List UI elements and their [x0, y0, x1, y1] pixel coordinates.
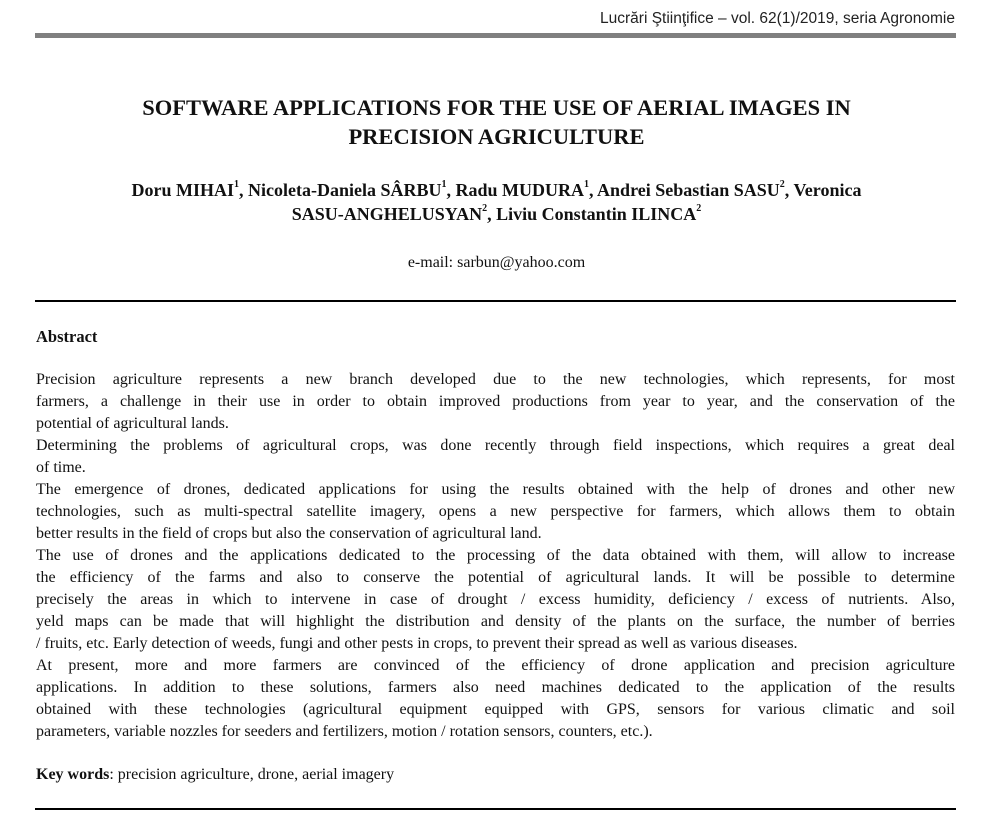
abstract-top-rule — [35, 300, 956, 302]
abstract-line: The use of drones and the applications dedicated to the processing of the data obtained with them, will allow to increase — [36, 547, 955, 564]
author-affiliation: 2 — [696, 203, 702, 214]
abstract-line: / fruits, etc. Early detection of weeds, fungi and other pests in crops, to prevent their spread as well as various diseases. — [36, 635, 798, 652]
abstract-heading: Abstract — [36, 327, 98, 346]
abstract-line: precisely the areas in which to intervene in case of drought / excess humidity, deficiency / excess of nutrients. Also, — [36, 591, 955, 608]
author-affiliation: 1 — [234, 179, 240, 190]
abstract-line: Precision agriculture represents a new branch developed due to the new technologies, which represents, for most — [36, 371, 955, 388]
contact-email: e-mail: sarbun@yahoo.com — [407, 254, 586, 271]
author-name: Doru MIHAI — [131, 180, 235, 200]
abstract-line: of time. — [36, 459, 86, 476]
abstract-line: At present, more and more farmers are convinced of the efficiency of drone application and precision agriculture — [36, 657, 955, 674]
author-name-part: Veronica — [793, 180, 862, 200]
authors-line-2: SASU-ANGHELUSYAN$^2$, Liviu Constantin ILINCA$^2$ — [291, 203, 702, 224]
authors-line-1: Doru MIHAI$^1$, Nicoleta-Daniela SÂRBU$^1$, Radu MUDURA$^1$, Andrei Sebastian SASU$^2$, Veronica — [131, 179, 862, 200]
keywords-value: precision agriculture, drone, aerial imagery — [117, 766, 395, 783]
abstract-line: parameters, variable nozzles for seeders and fertilizers, motion / rotation sensors, counters, etc.). — [36, 723, 653, 740]
abstract-line: yeld maps can be made that will highlight the distribution and density of the plants on the surface, the number of berries — [36, 613, 955, 630]
author-name-part: SASU-ANGHELUSYAN — [291, 204, 483, 224]
keywords — [36, 766, 394, 784]
author-name: Nicoleta-Daniela SÂRBU — [248, 180, 442, 200]
abstract-bottom-rule — [35, 808, 956, 810]
keywords-label: Key words — [36, 766, 110, 783]
author-affiliation: 2 — [779, 179, 785, 190]
abstract-line: Determining the problems of agricultural crops, was done recently through field inspections, which requires a great deal — [36, 437, 955, 454]
abstract-line: potential of agricultural lands. — [36, 415, 229, 432]
author-name: Radu MUDURA — [455, 180, 585, 200]
author-affiliation: 1 — [441, 179, 447, 190]
abstract-line: obtained with these technologies (agricultural equipment equipped with GPS, sensors for various climatic and soil — [36, 701, 955, 718]
author-affiliation: 1 — [584, 179, 590, 190]
header-rule — [35, 33, 956, 38]
author-name: Andrei Sebastian SASU — [597, 180, 780, 200]
abstract-line: The emergence of drones, dedicated applications for using the results obtained with the help of drones and other new — [36, 481, 955, 498]
running-head: Lucrări Ştiinţifice – vol. 62(1)/2019, seria Agronomie — [600, 10, 955, 27]
author-name: Liviu Constantin ILINCA — [496, 204, 697, 224]
abstract-line: applications. In addition to these solutions, farmers also need machines dedicated to the application of the results — [36, 679, 955, 696]
abstract-line: the efficiency of the farms and also to conserve the potential of agricultural lands. It will be possible to determine — [36, 569, 955, 586]
abstract-line: farmers, a challenge in their use in order to obtain improved productions from year to year, and the conservation of the — [36, 393, 955, 410]
paper-title-line-2: PRECISION AGRICULTURE — [348, 124, 645, 149]
keywords-separator: : — [109, 766, 118, 783]
abstract-line: technologies, such as multi-spectral satellite imagery, opens a new perspective for farmers, which allows them to obtain — [36, 503, 955, 520]
author-affiliation: 2 — [482, 203, 488, 214]
abstract-line: better results in the field of crops but also the conservation of agricultural land. — [36, 525, 542, 542]
paper-title-line-1: SOFTWARE APPLICATIONS FOR THE USE OF AERIAL IMAGES IN — [142, 95, 851, 120]
